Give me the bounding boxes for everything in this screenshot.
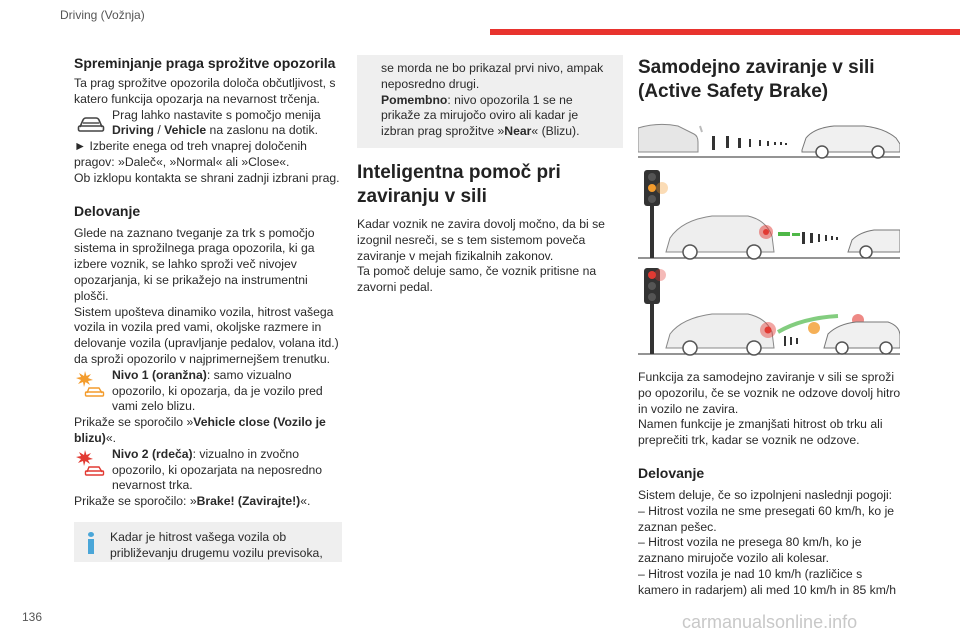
header-accent-bar xyxy=(490,29,960,35)
level1-warning-icon xyxy=(74,369,108,399)
column-2 xyxy=(357,55,623,296)
info-box xyxy=(74,522,342,562)
level1-text: Nivo 1 (oranžna): samo vizualno opozorilo, ki opozarja, da je vozilo pred vami zelo blizu. xyxy=(112,367,323,414)
car-settings-icon xyxy=(74,109,108,139)
level2-text: Nivo 2 (rdeča): vizualno in zvočno opozorilo, ki opozarjata na neposredno nevarnost trka. xyxy=(112,446,323,493)
message-2: Prikaže se sporočilo: »Brake! (Zavirajte!)«. xyxy=(74,494,311,509)
important-note: Pomembno: nivo opozorila 1 se ne prikaže za mirujočo oviro ali kadar je izbran prag sprožitve »Near« (Blizu). xyxy=(381,92,580,139)
paragraph: Namen funkcije je zmanjšati hitrost ob trku ali preprečiti trk, kadar se voznik ne odzove. xyxy=(638,417,883,448)
settings-row xyxy=(74,108,342,140)
paragraph: Sistem upošteva dinamiko vozila, hitrost vašega vozila in vozila pred vami, okoljske razmere in delovanje vozila (upravljanje pedalov, volana itd.) da sproži opozorilo v najprimernejšem trenutku. xyxy=(74,304,339,366)
paragraph: Sistem deluje, če so izpolnjeni naslednji pogoji: xyxy=(638,487,893,502)
heading-emergency-brake-assist: Inteligentna pomoč pri zaviranju v sili xyxy=(357,161,561,207)
condition-item: – Hitrost vozila ne presega 80 km/h, ko je zaznano mirujoče vozilo ali kolesar. xyxy=(638,535,862,566)
column-3 xyxy=(638,56,906,599)
heading-threshold: Spreminjanje praga sprožitve opozorila xyxy=(74,55,336,71)
illustration-level1-warning xyxy=(638,166,900,262)
page-number: 136 xyxy=(22,610,43,624)
level1-row xyxy=(74,368,342,415)
paragraph: Kadar voznik ne zavira dovolj močno, da bi se izognil nesreči, se s tem sistemom poveča zaviranje v mejah fizikalnih zakonov. xyxy=(357,216,605,263)
paragraph: Funkcija za samodejno zaviranje v sili se sproži po opozorilu, če se voznik ne odzove dovolj hitro in vozilo ne zavira. xyxy=(638,370,901,416)
condition-item: – Hitrost vozila je nad 10 km/h (različice s kamero in radarjem) ali med 10 km/h in 85 km/h xyxy=(638,566,897,597)
paragraph: ► Izberite enega od treh vnaprej določenih pragov: »Daleč«, »Normal« ali »Close«. xyxy=(74,139,307,169)
paragraph: Glede na zaznano tveganje za trk s pomočjo sistema in sprožilnega praga opozorila, ki ga izbere voznik, se lahko sproži več nivojev opozarjanja, ki se prikažejo na instrumentni plošči. xyxy=(74,225,315,303)
illustration-level2-warning xyxy=(638,266,900,358)
condition-item: – Hitrost vozila ne sme presegati 60 km/h, ko je zaznan pešec. xyxy=(638,503,895,534)
paragraph: Ta prag sprožitve opozorila določa občutljivost, s katero funkcija opozarja na nevarnost trčenja. xyxy=(74,76,336,106)
paragraph: Ob izklopu kontakta se shrani zadnji izbrani prag. xyxy=(74,170,340,185)
page-header-title: Driving (Vožnja) xyxy=(60,8,145,22)
level2-warning-icon xyxy=(74,448,108,478)
level2-row xyxy=(74,447,342,494)
heading-delovanje: Delovanje xyxy=(74,202,141,219)
heading-delovanje-2: Delovanje xyxy=(638,464,705,481)
info-text: Kadar je hitrost vašega vozila ob približevanju drugemu vozilu previsoka, xyxy=(110,529,323,560)
column-1 xyxy=(74,54,342,562)
settings-text: Prag lahko nastavite s pomočjo menija Driving / Vehicle na zaslonu na dotik. xyxy=(112,107,321,138)
heading-active-safety-brake: Samodejno zaviranje v sili (Active Safety Brake) xyxy=(638,57,875,102)
illustration-distance-alert xyxy=(638,114,900,160)
info-box-continued xyxy=(357,55,623,148)
paragraph: Ta pomoč deluje samo, če voznik pritisne na zavorni pedal. xyxy=(357,264,597,295)
watermark: carmanualsonline.info xyxy=(682,612,858,632)
info-text-continued: se morda ne bo prikazal prvi nivo, ampak neposredno drugi. xyxy=(381,61,604,91)
info-icon xyxy=(84,530,98,554)
message-1: Prikaže se sporočilo »Vehicle close (Vozilo je blizu)«. xyxy=(74,415,326,445)
